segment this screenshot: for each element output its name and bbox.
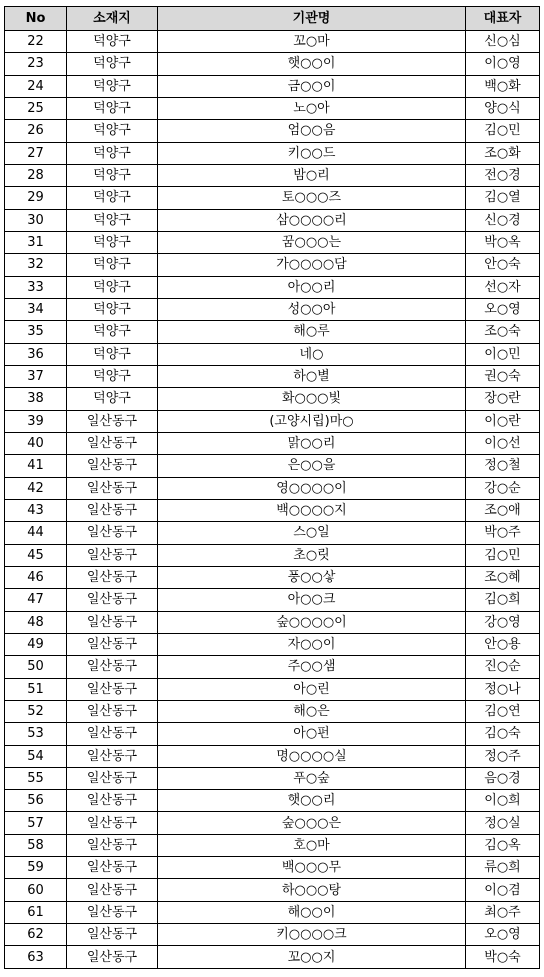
table-row — [5, 343, 540, 365]
cell-location: 덕양구 — [67, 187, 158, 209]
cell-no: 54 — [5, 745, 67, 767]
cell-location: 일산동구 — [67, 700, 158, 722]
table-row — [5, 901, 540, 923]
cell-institution-name: 노○아 — [158, 97, 466, 119]
table-row — [5, 75, 540, 97]
table-row — [5, 120, 540, 142]
table-row — [5, 946, 540, 969]
cell-institution-name: 아○○리 — [158, 276, 466, 298]
cell-location: 덕양구 — [67, 209, 158, 231]
cell-location: 덕양구 — [67, 164, 158, 186]
cell-location: 덕양구 — [67, 365, 158, 387]
table-row — [5, 834, 540, 856]
cell-location: 덕양구 — [67, 75, 158, 97]
table-body — [5, 31, 540, 969]
cell-location: 일산동구 — [67, 477, 158, 499]
cell-representative: 이○선 — [466, 432, 540, 454]
cell-location: 일산동구 — [67, 857, 158, 879]
cell-representative: 조○애 — [466, 499, 540, 521]
cell-representative: 김○옥 — [466, 834, 540, 856]
cell-no: 37 — [5, 365, 67, 387]
cell-representative: 조○숙 — [466, 321, 540, 343]
cell-representative: 김○연 — [466, 700, 540, 722]
cell-no: 53 — [5, 723, 67, 745]
cell-no: 43 — [5, 499, 67, 521]
cell-representative: 신○심 — [466, 31, 540, 53]
cell-institution-name: 풍○○샇 — [158, 566, 466, 588]
cell-institution-name: 아○○크 — [158, 589, 466, 611]
cell-representative: 오○영 — [466, 298, 540, 320]
cell-institution-name: 하○별 — [158, 365, 466, 387]
cell-institution-name: 맑○○리 — [158, 432, 466, 454]
table-row — [5, 633, 540, 655]
cell-representative: 정○철 — [466, 455, 540, 477]
header-no: No — [5, 7, 67, 31]
cell-institution-name: 해○루 — [158, 321, 466, 343]
cell-institution-name: 명○○○○실 — [158, 745, 466, 767]
cell-institution-name: 키○○드 — [158, 142, 466, 164]
cell-institution-name: 하○○○탕 — [158, 879, 466, 901]
cell-no: 57 — [5, 812, 67, 834]
cell-representative: 김○열 — [466, 187, 540, 209]
cell-location: 일산동구 — [67, 611, 158, 633]
cell-institution-name: 숲○○○은 — [158, 812, 466, 834]
table-row — [5, 254, 540, 276]
cell-institution-name: 꼬○마 — [158, 31, 466, 53]
cell-no: 36 — [5, 343, 67, 365]
cell-location: 일산동구 — [67, 589, 158, 611]
cell-representative: 이○겸 — [466, 879, 540, 901]
table-row — [5, 31, 540, 53]
cell-no: 27 — [5, 142, 67, 164]
table-row — [5, 767, 540, 789]
cell-no: 22 — [5, 31, 67, 53]
cell-representative: 박○숙 — [466, 946, 540, 969]
cell-no: 61 — [5, 901, 67, 923]
cell-institution-name: 아○린 — [158, 678, 466, 700]
cell-location: 일산동구 — [67, 455, 158, 477]
table-row — [5, 879, 540, 901]
table-row — [5, 656, 540, 678]
cell-institution-name: 아○펀 — [158, 723, 466, 745]
cell-representative: 박○옥 — [466, 231, 540, 253]
table-row — [5, 209, 540, 231]
cell-no: 32 — [5, 254, 67, 276]
institution-table-wrap — [4, 6, 539, 969]
cell-institution-name: 해○은 — [158, 700, 466, 722]
cell-representative: 김○민 — [466, 120, 540, 142]
table-row — [5, 700, 540, 722]
table-row — [5, 321, 540, 343]
cell-location: 일산동구 — [67, 946, 158, 969]
cell-location: 덕양구 — [67, 31, 158, 53]
cell-institution-name: 가○○○○담 — [158, 254, 466, 276]
cell-location: 일산동구 — [67, 678, 158, 700]
header-row — [5, 7, 540, 31]
cell-no: 23 — [5, 53, 67, 75]
cell-representative: 안○숙 — [466, 254, 540, 276]
table-row — [5, 231, 540, 253]
table-row — [5, 566, 540, 588]
cell-representative: 조○혜 — [466, 566, 540, 588]
cell-location: 일산동구 — [67, 834, 158, 856]
cell-institution-name: 밤○리 — [158, 164, 466, 186]
cell-no: 31 — [5, 231, 67, 253]
table-row — [5, 53, 540, 75]
cell-representative: 박○주 — [466, 522, 540, 544]
cell-location: 덕양구 — [67, 97, 158, 119]
cell-institution-name: 키○○○○크 — [158, 924, 466, 946]
cell-no: 26 — [5, 120, 67, 142]
cell-institution-name: 화○○○빛 — [158, 388, 466, 410]
cell-no: 44 — [5, 522, 67, 544]
cell-no: 55 — [5, 767, 67, 789]
cell-no: 58 — [5, 834, 67, 856]
cell-institution-name: 꼬○○지 — [158, 946, 466, 969]
cell-location: 덕양구 — [67, 254, 158, 276]
table-row — [5, 365, 540, 387]
cell-institution-name: 푸○숲 — [158, 767, 466, 789]
cell-no: 56 — [5, 790, 67, 812]
cell-location: 덕양구 — [67, 142, 158, 164]
cell-no: 48 — [5, 611, 67, 633]
cell-no: 45 — [5, 544, 67, 566]
table-row — [5, 745, 540, 767]
cell-institution-name: (고양시립)마○ — [158, 410, 466, 432]
table-row — [5, 432, 540, 454]
table-row — [5, 857, 540, 879]
cell-representative: 이○희 — [466, 790, 540, 812]
cell-institution-name: 주○○샘 — [158, 656, 466, 678]
cell-location: 일산동구 — [67, 656, 158, 678]
cell-institution-name: 엄○○음 — [158, 120, 466, 142]
cell-location: 덕양구 — [67, 298, 158, 320]
table-row — [5, 812, 540, 834]
table-row — [5, 790, 540, 812]
cell-institution-name: 성○○아 — [158, 298, 466, 320]
cell-representative: 백○화 — [466, 75, 540, 97]
table-row — [5, 388, 540, 410]
table-row — [5, 298, 540, 320]
table-row — [5, 477, 540, 499]
cell-no: 28 — [5, 164, 67, 186]
cell-no: 62 — [5, 924, 67, 946]
cell-institution-name: 햇○○리 — [158, 790, 466, 812]
institution-table — [4, 6, 540, 969]
cell-location: 덕양구 — [67, 53, 158, 75]
cell-institution-name: 숲○○○○이 — [158, 611, 466, 633]
table-row — [5, 499, 540, 521]
cell-institution-name: 백○○○무 — [158, 857, 466, 879]
table-row — [5, 410, 540, 432]
cell-representative: 이○영 — [466, 53, 540, 75]
cell-institution-name: 스○일 — [158, 522, 466, 544]
cell-no: 60 — [5, 879, 67, 901]
cell-representative: 오○영 — [466, 924, 540, 946]
cell-no: 47 — [5, 589, 67, 611]
table-row — [5, 164, 540, 186]
cell-institution-name: 토○○○즈 — [158, 187, 466, 209]
cell-institution-name: 꿈○○○는 — [158, 231, 466, 253]
cell-institution-name: 백○○○○지 — [158, 499, 466, 521]
cell-representative: 조○화 — [466, 142, 540, 164]
header-representative: 대표자 — [466, 7, 540, 31]
cell-no: 30 — [5, 209, 67, 231]
table-row — [5, 522, 540, 544]
cell-no: 29 — [5, 187, 67, 209]
cell-location: 일산동구 — [67, 924, 158, 946]
cell-representative: 이○란 — [466, 410, 540, 432]
cell-representative: 최○주 — [466, 901, 540, 923]
cell-representative: 강○순 — [466, 477, 540, 499]
cell-representative: 정○나 — [466, 678, 540, 700]
header-location: 소재지 — [67, 7, 158, 31]
cell-institution-name: 금○○이 — [158, 75, 466, 97]
cell-location: 일산동구 — [67, 499, 158, 521]
cell-no: 33 — [5, 276, 67, 298]
cell-location: 일산동구 — [67, 633, 158, 655]
cell-representative: 장○란 — [466, 388, 540, 410]
cell-no: 34 — [5, 298, 67, 320]
cell-location: 일산동구 — [67, 879, 158, 901]
cell-institution-name: 삼○○○○리 — [158, 209, 466, 231]
cell-institution-name: 초○릿 — [158, 544, 466, 566]
table-row — [5, 924, 540, 946]
cell-representative: 김○숙 — [466, 723, 540, 745]
cell-location: 덕양구 — [67, 276, 158, 298]
table-row — [5, 611, 540, 633]
cell-location: 덕양구 — [67, 343, 158, 365]
cell-no: 51 — [5, 678, 67, 700]
cell-institution-name: 은○○을 — [158, 455, 466, 477]
cell-no: 59 — [5, 857, 67, 879]
cell-location: 일산동구 — [67, 745, 158, 767]
table-row — [5, 589, 540, 611]
cell-location: 덕양구 — [67, 321, 158, 343]
cell-representative: 김○민 — [466, 544, 540, 566]
table-row — [5, 455, 540, 477]
cell-location: 일산동구 — [67, 432, 158, 454]
cell-no: 41 — [5, 455, 67, 477]
table-row — [5, 276, 540, 298]
cell-location: 일산동구 — [67, 790, 158, 812]
cell-location: 일산동구 — [67, 522, 158, 544]
cell-no: 39 — [5, 410, 67, 432]
cell-representative: 안○용 — [466, 633, 540, 655]
header-institution-name: 기관명 — [158, 7, 466, 31]
cell-institution-name: 호○마 — [158, 834, 466, 856]
cell-location: 일산동구 — [67, 901, 158, 923]
cell-location: 덕양구 — [67, 231, 158, 253]
cell-no: 63 — [5, 946, 67, 969]
cell-representative: 강○영 — [466, 611, 540, 633]
table-row — [5, 544, 540, 566]
cell-representative: 양○식 — [466, 97, 540, 119]
cell-location: 덕양구 — [67, 388, 158, 410]
cell-institution-name: 햇○○이 — [158, 53, 466, 75]
cell-representative: 권○숙 — [466, 365, 540, 387]
cell-representative: 정○주 — [466, 745, 540, 767]
table-row — [5, 678, 540, 700]
table-row — [5, 187, 540, 209]
cell-representative: 류○희 — [466, 857, 540, 879]
cell-no: 24 — [5, 75, 67, 97]
cell-no: 42 — [5, 477, 67, 499]
cell-representative: 정○실 — [466, 812, 540, 834]
cell-representative: 김○희 — [466, 589, 540, 611]
table-row — [5, 723, 540, 745]
cell-institution-name: 영○○○○이 — [158, 477, 466, 499]
cell-no: 52 — [5, 700, 67, 722]
cell-institution-name: 네○ — [158, 343, 466, 365]
cell-location: 일산동구 — [67, 767, 158, 789]
cell-location: 일산동구 — [67, 410, 158, 432]
cell-no: 49 — [5, 633, 67, 655]
cell-no: 38 — [5, 388, 67, 410]
cell-institution-name: 자○○이 — [158, 633, 466, 655]
cell-representative: 전○경 — [466, 164, 540, 186]
cell-no: 46 — [5, 566, 67, 588]
cell-representative: 선○자 — [466, 276, 540, 298]
cell-location: 일산동구 — [67, 723, 158, 745]
cell-location: 일산동구 — [67, 566, 158, 588]
cell-institution-name: 해○○이 — [158, 901, 466, 923]
cell-no: 50 — [5, 656, 67, 678]
cell-representative: 이○민 — [466, 343, 540, 365]
cell-location: 덕양구 — [67, 120, 158, 142]
cell-no: 35 — [5, 321, 67, 343]
cell-location: 일산동구 — [67, 812, 158, 834]
cell-representative: 신○경 — [466, 209, 540, 231]
table-row — [5, 97, 540, 119]
cell-no: 25 — [5, 97, 67, 119]
cell-location: 일산동구 — [67, 544, 158, 566]
cell-no: 40 — [5, 432, 67, 454]
table-row — [5, 142, 540, 164]
cell-representative: 진○순 — [466, 656, 540, 678]
cell-representative: 음○경 — [466, 767, 540, 789]
